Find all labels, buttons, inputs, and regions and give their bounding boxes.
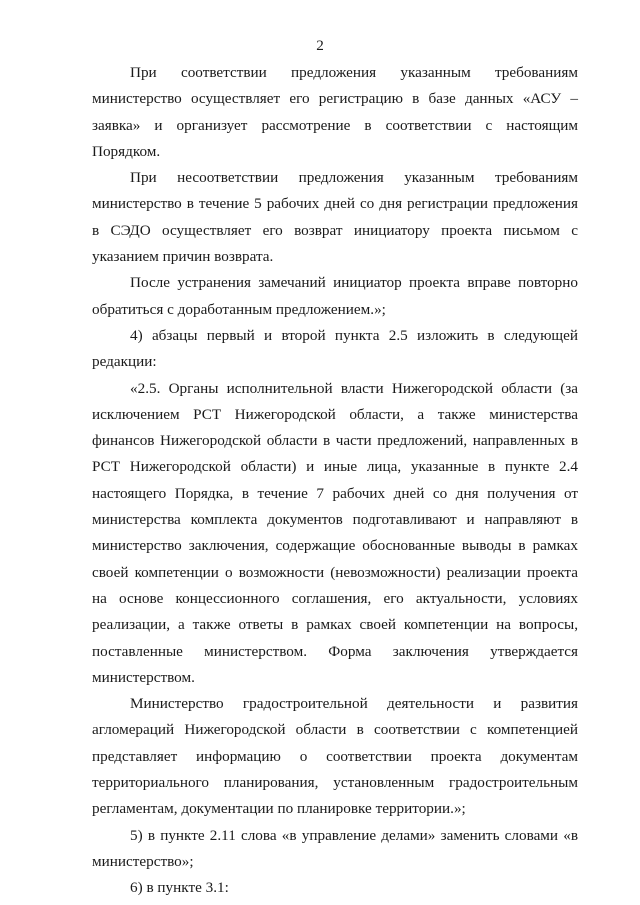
- paragraph-item-4: 4) абзацы первый и второй пункта 2.5 изложить в следующей редакции:: [92, 326, 578, 371]
- paragraph-resubmit: После устранения замечаний инициатор проекта вправе повторно обратиться с доработанным предложением.»;: [92, 274, 578, 318]
- paragraph-return: При несоответствии предложения указанным требованиям министерство в течение 5 рабочих дней со дня регистрации предложения в СЭДО осуществляет его возврат инициатору проекта письмом с указанием причин возврата.: [92, 169, 578, 266]
- paragraph-item-6: 6) в пункте 3.1:: [130, 879, 229, 897]
- paragraph-registration: При соответствии предложения указанным требованиям министерство осуществляет его регистрацию в базе данных «АСУ – заявка» и организует рассмотрение в соответствии с настоящим Порядком.: [92, 64, 578, 160]
- page-number: 2: [316, 37, 324, 54]
- paragraph-clause-2-5: «2.5. Органы исполнительной власти Нижегородской области (за исключением РСТ Нижегородской области, а также министерства финансов Нижегородской области в части предложений, направленных в РСТ Нижегородской области) и иные лица, указанные в пункте 2.4 настоящего Порядка, в течение 7 рабочих дней со дня получения от министерства комплекта документов подготавливают и направляют в министерство заключения, содержащие обоснованные выводы в рамках своей компетенции о возможности (невозможности) реализации проекта на основе концессионного соглашения, его актуальности, условиях реализации, а также ответы в рамках своей компетенции на вопросы, поставленные министерством. Форма заключения утверждается министерством.: [92, 379, 578, 686]
- paragraph-item-5: 5) в пункте 2.11 слова «в управление делами» заменить словами «в министерство»;: [92, 826, 578, 870]
- paragraph-ministry-urban-planning: Министерство градостроительной деятельности и развития агломераций Нижегородской области в соответствии с компетенцией представляет информацию о соответствии проекта документам территориального планирования, установленным градостроительным регламентам, документации по планировке территории.»;: [92, 695, 578, 818]
- document-body: [92, 60, 578, 902]
